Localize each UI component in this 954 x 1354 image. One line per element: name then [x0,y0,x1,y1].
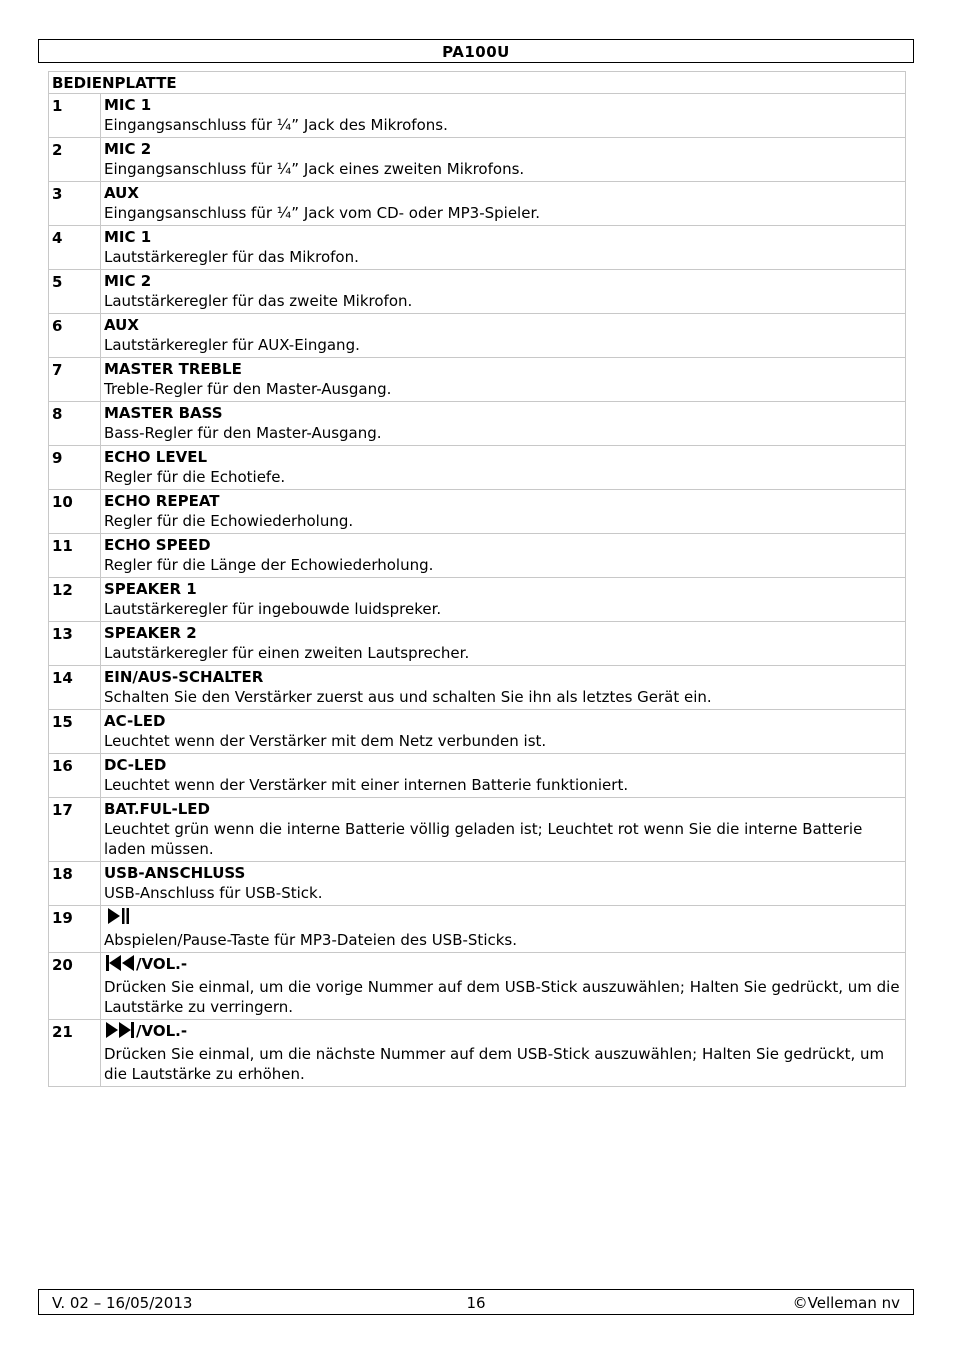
item-description: Leuchtet wenn der Verstärker mit einer internen Batterie funktioniert. [104,776,629,794]
item-description: Leuchtet grün wenn die interne Batterie völlig geladen ist; Leuchtet rot wenn Sie die interne Batterie laden müssen. [104,820,863,858]
item-content [101,270,906,314]
previous-track-icon [104,954,136,977]
item-description: Eingangsanschluss für ¼” Jack eines zweiten Mikrofons. [104,160,525,178]
item-description: Lautstärkeregler für einen zweiten Lautsprecher. [104,644,470,662]
item-row [49,798,906,862]
item-label: AC-LED [104,712,166,730]
item-number: 18 [49,862,101,906]
item-row [49,622,906,666]
item-number: 19 [49,906,101,953]
item-label: ECHO LEVEL [104,448,208,466]
item-number: 6 [49,314,101,358]
item-description: Eingangsanschluss für ¼” Jack des Mikrofons. [104,116,448,134]
item-label: /VOL.- [136,1022,188,1040]
item-row [49,226,906,270]
item-label: SPEAKER 1 [104,580,197,598]
item-row [49,402,906,446]
item-row [49,490,906,534]
item-label: BAT.FUL-LED [104,800,210,818]
item-description: Drücken Sie einmal, um die nächste Nummer auf dem USB-Stick auszuwählen; Halten Sie gedrückt, um die Lautstärke zu erhöhen. [104,1045,885,1083]
item-number: 9 [49,446,101,490]
item-content [101,1020,906,1087]
item-row [49,446,906,490]
item-row [49,1020,906,1087]
item-content [101,534,906,578]
item-description: Treble-Regler für den Master-Ausgang. [104,380,392,398]
item-row [49,138,906,182]
item-label: ECHO REPEAT [104,492,220,510]
item-row [49,94,906,138]
item-number: 10 [49,490,101,534]
control-panel-table [48,71,906,1087]
item-number: 20 [49,953,101,1020]
item-description: Abspielen/Pause-Taste für MP3-Dateien des USB-Sticks. [104,931,517,949]
item-description: Lautstärkeregler für ingebouwde luidspreker. [104,600,442,618]
item-description: Schalten Sie den Verstärker zuerst aus und schalten Sie ihn als letztes Gerät ein. [104,688,712,706]
item-number: 17 [49,798,101,862]
item-number: 8 [49,402,101,446]
page-footer [38,1289,914,1315]
version-date: V. 02 – 16/05/2013 [52,1294,193,1312]
item-description: USB-Anschluss für USB-Stick. [104,884,323,902]
page-header [38,39,914,63]
item-row [49,534,906,578]
item-label: MIC 1 [104,96,152,114]
item-description: Lautstärkeregler für AUX-Eingang. [104,336,360,354]
item-number: 2 [49,138,101,182]
item-content [101,490,906,534]
document-title: PA100U [442,43,510,61]
item-description: Regler für die Länge der Echowiederholung. [104,556,434,574]
item-label: ECHO SPEED [104,536,211,554]
item-row [49,862,906,906]
item-content [101,446,906,490]
item-row [49,953,906,1020]
item-label: MIC 2 [104,272,152,290]
item-description: Eingangsanschluss für ¼” Jack vom CD- oder MP3-Spieler. [104,204,541,222]
item-row [49,182,906,226]
item-content [101,226,906,270]
item-content [101,953,906,1020]
next-track-icon [104,1021,136,1044]
item-number: 16 [49,754,101,798]
item-number: 5 [49,270,101,314]
item-label: MASTER TREBLE [104,360,242,378]
item-label: AUX [104,316,139,334]
item-content [101,906,906,953]
item-number: 21 [49,1020,101,1087]
item-row [49,358,906,402]
item-label: EIN/AUS-SCHALTER [104,668,264,686]
item-label: USB-ANSCHLUSS [104,864,246,882]
item-content [101,402,906,446]
section-title: BEDIENPLATTE [49,72,906,94]
item-number: 4 [49,226,101,270]
section-header-row [49,72,906,94]
item-row [49,314,906,358]
item-description: Lautstärkeregler für das Mikrofon. [104,248,359,266]
copyright: ©Velleman nv [792,1294,900,1312]
item-label: /VOL.- [136,955,188,973]
item-label: SPEAKER 2 [104,624,197,642]
item-number: 1 [49,94,101,138]
item-row [49,578,906,622]
item-content [101,138,906,182]
item-number: 7 [49,358,101,402]
item-row [49,906,906,953]
item-description: Leuchtet wenn der Verstärker mit dem Netz verbunden ist. [104,732,547,750]
item-description: Regler für die Echotiefe. [104,468,286,486]
item-content [101,578,906,622]
item-label: MIC 1 [104,228,152,246]
item-content [101,622,906,666]
item-content [101,94,906,138]
item-number: 15 [49,710,101,754]
page-number: 16 [466,1294,486,1312]
item-description: Bass-Regler für den Master-Ausgang. [104,424,382,442]
item-number: 11 [49,534,101,578]
item-description: Regler für die Echowiederholung. [104,512,354,530]
item-row [49,710,906,754]
item-number: 12 [49,578,101,622]
item-content [101,710,906,754]
item-content [101,754,906,798]
item-number: 3 [49,182,101,226]
item-label: AUX [104,184,139,202]
item-content [101,182,906,226]
item-content [101,314,906,358]
item-number: 13 [49,622,101,666]
item-row [49,270,906,314]
item-row [49,754,906,798]
item-number: 14 [49,666,101,710]
item-content [101,358,906,402]
play-pause-icon [104,907,130,930]
item-description: Lautstärkeregler für das zweite Mikrofon. [104,292,413,310]
item-content [101,666,906,710]
item-content [101,798,906,862]
item-row [49,666,906,710]
item-label: DC-LED [104,756,167,774]
item-content [101,862,906,906]
item-label: MIC 2 [104,140,152,158]
item-description: Drücken Sie einmal, um die vorige Nummer auf dem USB-Stick auszuwählen; Halten Sie gedrückt, um die Lautstärke zu verringern. [104,978,900,1016]
item-label: MASTER BASS [104,404,223,422]
